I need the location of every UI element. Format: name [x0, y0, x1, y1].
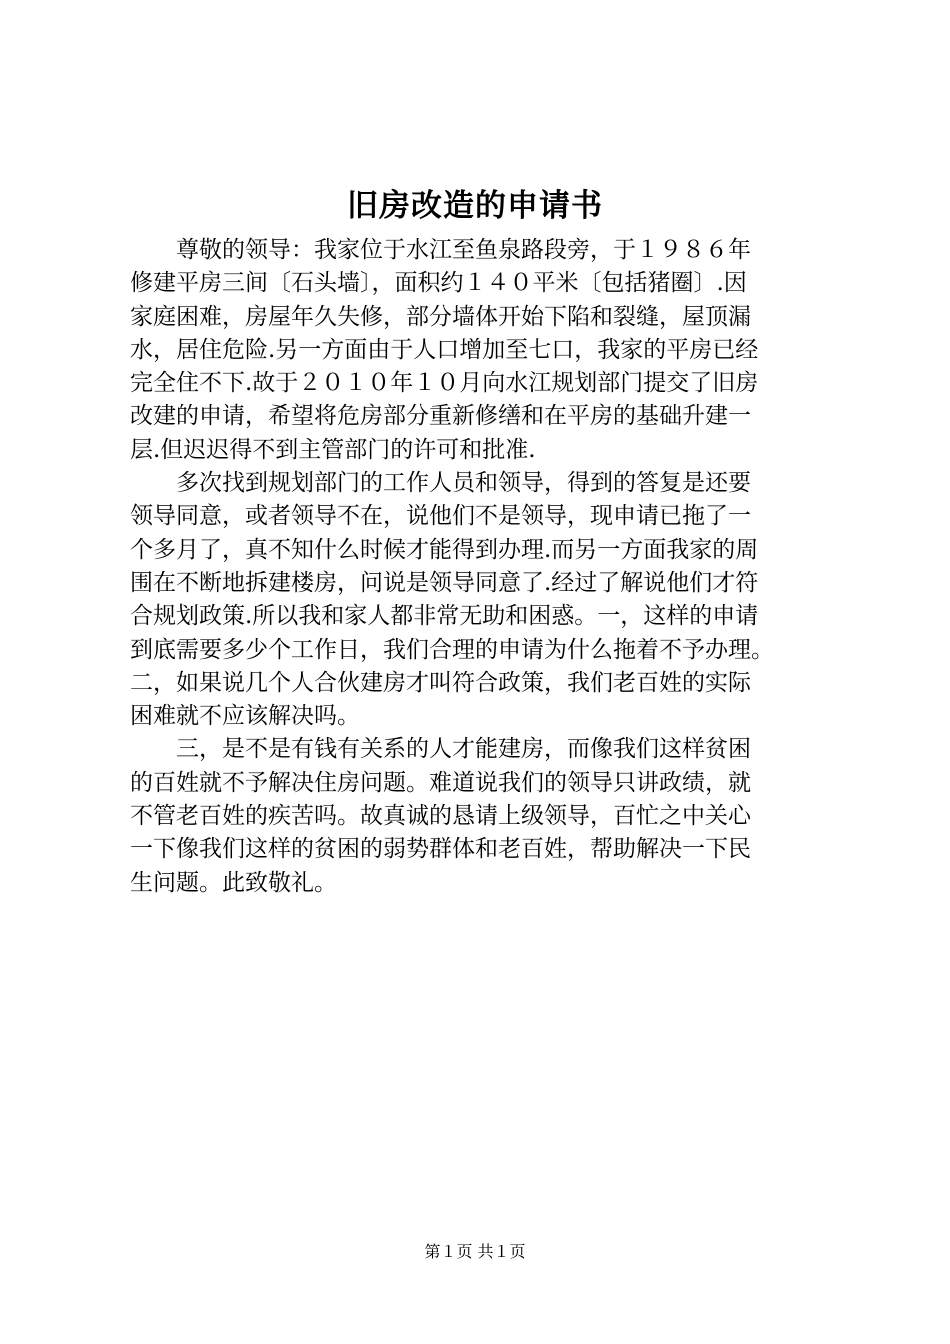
body-line: 多次找到规划部门的工作人员和领导，得到的答复是还要 — [130, 470, 751, 497]
body-line: 领导同意，或者领导不在，说他们不是领导，现申请已拖了一 — [130, 503, 751, 530]
page-footer: 第１页 共１页 — [424, 1242, 526, 1261]
body-line: 合规划政策.所以我和家人都非常无助和困惑。一，这样的申请 — [130, 603, 759, 630]
body-line: 一下像我们这样的贫困的弱势群体和老百姓，帮助解决一下民 — [130, 836, 751, 863]
body-line: 的百姓就不予解决住房问题。难道说我们的领导只讲政绩，就 — [130, 769, 751, 796]
body-line: 二，如果说几个人合伙建房才叫符合政策，我们老百姓的实际 — [130, 669, 751, 696]
body-line: 到底需要多少个工作日，我们合理的申请为什么拖着不予办理。 — [130, 636, 774, 663]
body-line: 尊敬的领导：我家位于水江至鱼泉路段旁，于１９８６年 — [130, 237, 751, 263]
body-line: 不管老百姓的疾苦吗。故真诚的恳请上级领导，百忙之中关心 — [130, 803, 751, 830]
body-line: 三，是不是有钱有关系的人才能建房，而像我们这样贫困 — [130, 736, 751, 763]
body-line: 修建平房三间〔石头墙〕，面积约１４０平米〔包括猪圈〕.因 — [130, 270, 747, 297]
body-line: 改建的申请，希望将危房部分重新修缮和在平房的基础升建一 — [130, 403, 751, 430]
document-body — [130, 234, 830, 900]
document-title: 旧房改造的申请书 — [347, 188, 603, 224]
body-line: 困难就不应该解决吗。 — [130, 703, 360, 730]
body-line: 水，居住危险.另一方面由于人口增加至七口，我家的平房已经 — [130, 336, 759, 363]
body-line: 完全住不下.故于２０１０年１０月向水江规划部门提交了旧房 — [130, 370, 759, 397]
body-line: 个多月了，真不知什么时候才能得到办理.而另一方面我家的周 — [130, 536, 759, 563]
body-line: 家庭困难，房屋年久失修，部分墙体开始下陷和裂缝，屋顶漏 — [130, 303, 751, 330]
body-line: 层.但迟迟得不到主管部门的许可和批准. — [130, 436, 536, 463]
body-line: 生问题。此致敬礼。 — [130, 869, 337, 896]
body-line: 围在不断地拆建楼房，问说是领导同意了.经过了解说他们才符 — [130, 569, 759, 596]
